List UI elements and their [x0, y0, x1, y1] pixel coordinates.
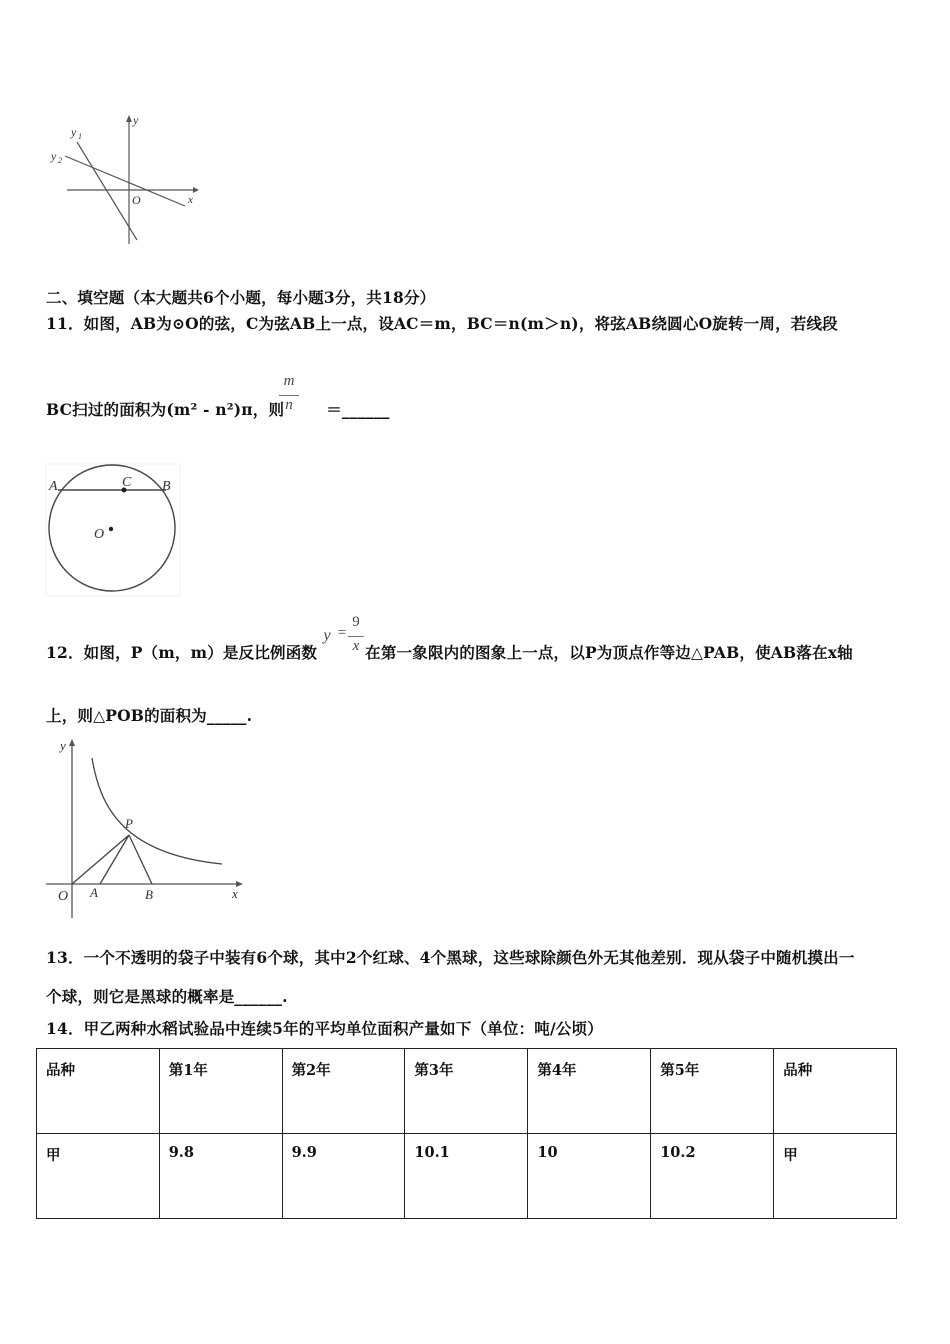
q12-func-den: x — [352, 638, 360, 654]
label-c: C — [122, 475, 132, 490]
label-origin: O — [58, 889, 69, 904]
figure-circle-chord — [44, 462, 184, 598]
table-cell: 第1年 — [159, 1049, 282, 1134]
label-y-axis: y — [60, 738, 66, 753]
figure-hyperbola — [42, 736, 247, 922]
label-y1-sub: 1 — [78, 132, 82, 141]
table-cell: 甲 — [37, 1134, 160, 1219]
table-cell: 10 — [528, 1134, 651, 1219]
label-x-axis: x — [188, 194, 193, 206]
figure-two-lines — [45, 112, 205, 252]
segment-pa — [100, 835, 129, 884]
q11-line2-prefix: BC扫过的面积为(m² ‐ n²)π，则 — [46, 400, 285, 419]
q11-line1: 11．如图，AB为⊙O的弦，C为弦AB上一点，设AC＝m，BC＝n(m＞n)，将弦AB绕圆心O旋转一周，若线段 — [46, 314, 838, 333]
q11-frac-bar — [279, 395, 299, 396]
q12-func-lhs: y — [323, 627, 331, 644]
label-b: B — [162, 479, 171, 494]
table-cell: 9.8 — [159, 1134, 282, 1219]
y-axis-arrow — [69, 739, 75, 746]
table-cell: 10.2 — [651, 1134, 774, 1219]
table-cell: 品种 — [37, 1049, 160, 1134]
hyperbola-curve — [92, 758, 222, 864]
label-y-axis: y — [133, 113, 139, 127]
table-cell: 9.9 — [282, 1134, 405, 1219]
table-cell: 品种 — [774, 1049, 897, 1134]
q11-line2-suffix: ＝______ — [326, 400, 390, 419]
q12-func-eq: = — [337, 625, 347, 641]
label-y2: y — [51, 149, 57, 163]
q12-line2: 上，则△POB的面积为_____. — [46, 706, 253, 725]
label-p: P — [125, 816, 133, 831]
q12-line1-prefix: 12．如图，P（m，m）是反比例函数 — [46, 643, 318, 662]
label-b: B — [145, 887, 153, 902]
q12-func-num: 9 — [352, 614, 360, 630]
table-cell: 甲 — [774, 1134, 897, 1219]
point-o — [109, 527, 113, 531]
x-axis-arrow — [193, 187, 199, 193]
q11-line2 — [46, 398, 390, 420]
table-cell: 第4年 — [528, 1049, 651, 1134]
table-row — [37, 1134, 897, 1219]
label-x-axis: x — [232, 886, 238, 901]
label-origin: O — [132, 193, 141, 207]
label-y1: y — [71, 125, 77, 139]
q14-intro: 14．甲乙两种水稻试验品中连续5年的平均单位面积产量如下（单位：吨/公顷） — [46, 1019, 603, 1038]
q13-line1: 13．一个不透明的袋子中装有6个球，其中2个红球、4个黑球，这些球除颜色外无其他差别．现从袋子中随机摸出一 — [46, 948, 855, 967]
yield-table — [36, 1048, 897, 1219]
q13-line2: 个球，则它是黑球的概率是______. — [46, 987, 288, 1006]
segment-pb — [129, 835, 152, 884]
q11-frac-num: m — [283, 373, 295, 389]
line-y2 — [65, 156, 185, 206]
table-header-row — [37, 1049, 897, 1134]
q11-frac-den: n — [285, 397, 293, 413]
label-y2-sub: 2 — [58, 156, 62, 165]
label-o: O — [94, 527, 105, 542]
table-cell: 第5年 — [651, 1049, 774, 1134]
table-cell: 第2年 — [282, 1049, 405, 1134]
section-heading: 二、填空题（本大题共6个小题，每小题3分，共18分） — [46, 288, 436, 307]
label-a: A — [90, 885, 98, 900]
q12-line1-suffix: 在第一象限内的图象上一点，以P为顶点作等边△PAB，使AB落在x轴 — [365, 643, 853, 662]
table-cell: 10.1 — [405, 1134, 528, 1219]
q12-frac-bar — [348, 636, 364, 637]
segment-op — [72, 835, 129, 884]
y-axis-arrow — [126, 115, 132, 122]
line-y1 — [77, 142, 137, 240]
label-a: A — [49, 479, 58, 494]
q12-line1 — [46, 641, 853, 663]
table-cell: 第3年 — [405, 1049, 528, 1134]
